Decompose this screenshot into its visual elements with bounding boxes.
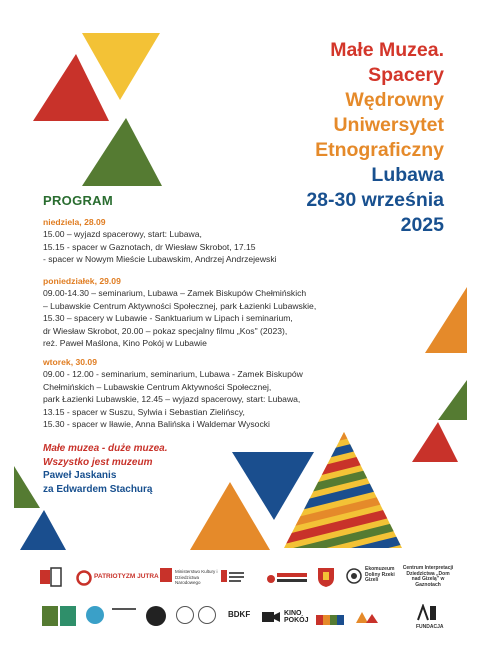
quote-line-2: Wszystko jest muzeum	[43, 456, 153, 468]
red-triangle-top	[33, 54, 109, 121]
green-badge-icon	[42, 606, 58, 626]
day-title: niedziela, 28.09	[43, 217, 106, 227]
program-day-2	[43, 275, 403, 349]
colorful-bar-logo	[316, 612, 344, 622]
green-triangle-left	[14, 466, 40, 508]
title-line-8: 2025	[400, 214, 444, 236]
ministry-emblem-icon	[160, 568, 172, 582]
round-seal-logo	[176, 606, 194, 624]
day-line: 13.15 - spacer w Suszu, Sylwia i Sebastian Zielińscy,	[43, 406, 245, 417]
program-day-3	[43, 356, 403, 430]
day-line: 09.00-14.30 – seminarium, Lubawa – Zamek Biskupów Chełmińskich	[43, 288, 307, 299]
narodowe-centrum-logo	[220, 568, 246, 586]
title-line-6: Lubawa	[371, 164, 444, 186]
day-line: Chełmińskich – Lubawskie Centrum Aktywności Społecznej,	[43, 381, 272, 392]
green-triangle-top	[82, 118, 162, 186]
patriotyzm-icon	[76, 570, 92, 586]
program-heading: PROGRAM	[43, 193, 113, 208]
small-logo-row2	[352, 610, 382, 624]
round-seal-logo-2	[198, 606, 216, 624]
day-line: park Łazienki Lubawskie, 12.45 – wyjazd spacerowy, start: Lubawa,	[43, 394, 301, 405]
title-line-2: Spacery	[368, 64, 444, 86]
centrum-logo: Centrum Interpretacji Dziedzictwa „Dom nad Gizelą" w Gaznotach	[402, 565, 454, 588]
teal-badge-icon	[60, 606, 76, 626]
title-line-3: Wędrowny	[345, 89, 444, 111]
day-line: - spacer w Nowym Mieście Lubawskim, Andrzej Andrzejewski	[43, 254, 277, 265]
ministry-logo: Ministerstwo Kultury i Dziedzictwa Narodowego	[175, 569, 218, 585]
regional-logo	[112, 608, 136, 624]
kino-pokoj-logo: KINO POKÓJ	[284, 610, 309, 624]
day-line: reż. Paweł Maślona, Kino Pokój w Lubawie	[43, 338, 207, 349]
muzeum-logo	[266, 570, 310, 586]
day-title: poniedziałek, 29.09	[43, 276, 121, 286]
coat-of-arms-icon	[316, 566, 336, 588]
poster-title	[224, 38, 444, 238]
fundacja-logo: FUNDACJA	[416, 624, 444, 630]
patriotyzm-logo: PATRIOTYZM JUTRA	[94, 573, 159, 580]
day-line: 15.15 - spacer w Gaznotach, dr Wiesław Skrobot, 17.15	[43, 241, 256, 252]
day-line: 15.30 – spacery w Lubawie - Sanktuarium w Lipach i seminarium,	[43, 313, 293, 324]
day-line: 09.00 - 12.00 - seminarium, seminarium, Lubawa - Zamek Biskupów	[43, 369, 303, 380]
title-line-4: Uniwersytet	[333, 114, 444, 136]
quote-author: Paweł Jaskanis	[43, 470, 117, 482]
blue-triangle-left	[20, 510, 66, 550]
red-triangle-right	[412, 422, 458, 462]
green-triangle-right	[438, 380, 467, 420]
title-line-7: 28-30 września	[306, 189, 444, 211]
fundacja-icon	[416, 604, 438, 622]
quote-line-1: Małe muzea - duże muzea.	[43, 443, 168, 454]
dark-seal-logo	[146, 606, 166, 626]
day-line: 15.30 - spacer w Iławie, Anna Balińska i Waldemar Wysocki	[43, 419, 270, 430]
bdkf-logo: BDKF	[228, 610, 251, 619]
day-line: 15.00 – wyjazd spacerowy, start: Lubawa,	[43, 229, 202, 240]
sponsor-logos	[0, 556, 480, 664]
ekomuzeum-logo: Ekomuzeum Doliny Rzeki Gizeli	[365, 566, 395, 583]
program-day-1	[43, 216, 403, 266]
day-title: wtorek, 30.09	[43, 357, 97, 367]
orange-triangle-right	[425, 287, 467, 353]
quote-block	[43, 442, 167, 496]
day-line: dr Wiesław Skrobot, 20.00 – pokaz specjalny filmu „Kos" (2023),	[43, 325, 288, 336]
day-line: – Lubawskie Centrum Aktywności Społecznej, park Łazienki Lubawskie,	[43, 300, 317, 311]
museum-logo	[38, 566, 64, 590]
film-icon	[262, 610, 280, 624]
blue-circle-logo	[86, 606, 104, 624]
title-line-5: Etnograficzny	[315, 139, 444, 161]
title-line-1: Małe Muzea.	[330, 39, 444, 61]
ekomuzeum-icon	[346, 568, 362, 584]
quote-source: za Edwardem Stachurą	[43, 483, 153, 495]
